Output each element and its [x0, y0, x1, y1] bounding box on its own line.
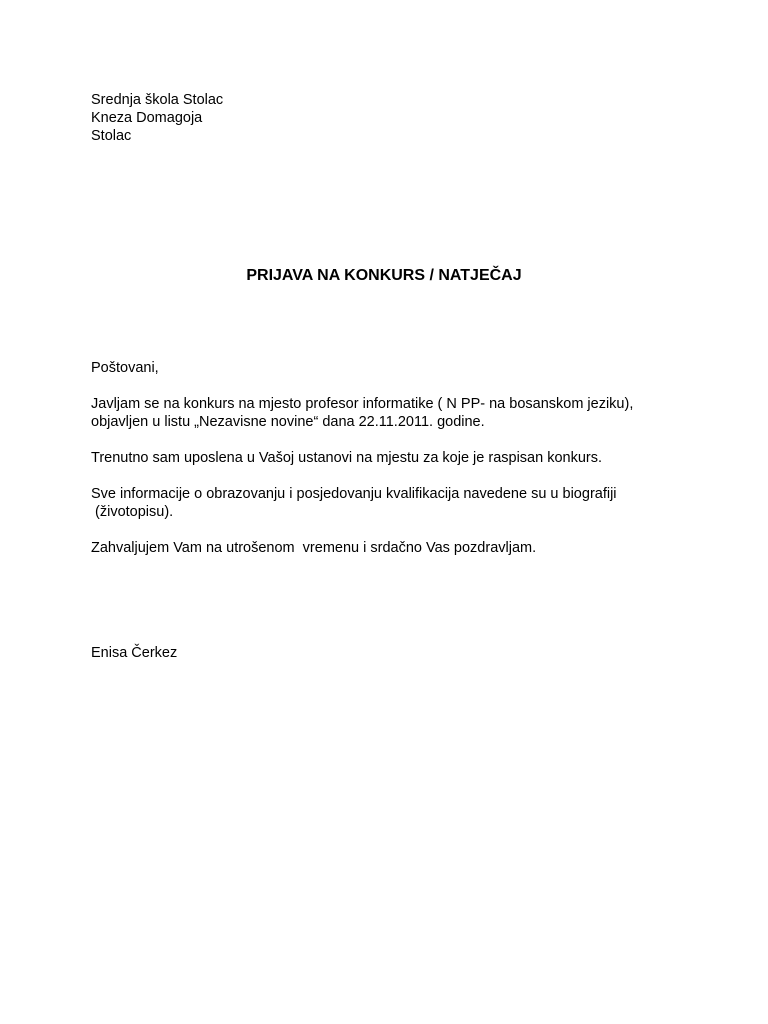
recipient-school: Srednja škola Stolac — [91, 92, 224, 108]
paragraph-current-position: Trenutno sam uposlena u Vašoj ustanovi na mjestu za koje je raspisan konkurs. — [91, 450, 602, 466]
greeting: Poštovani, — [91, 360, 159, 376]
recipient-street: Kneza Domagoja — [91, 110, 203, 126]
paragraph-application-line1: Javljam se na konkurs na mjesto profesor informatike ( N PP- na bosanskom jeziku), — [91, 396, 634, 412]
signature-name: Enisa Čerkez — [91, 645, 178, 661]
paragraph-qualifications-line2: (životopisu). — [91, 504, 174, 520]
paragraph-closing: Zahvaljujem Vam na utrošenom vremenu i srdačno Vas pozdravljam. — [91, 540, 537, 556]
paragraph-application-line2: objavljen u listu „Nezavisne novine“ dana 22.11.2011. godine. — [91, 414, 485, 430]
document-title: PRIJAVA NA KONKURS / NATJEČAJ — [246, 267, 522, 284]
recipient-city: Stolac — [91, 128, 132, 144]
paragraph-qualifications-line1: Sve informacije o obrazovanju i posjedovanju kvalifikacija navedene su u biografiji — [91, 486, 617, 502]
